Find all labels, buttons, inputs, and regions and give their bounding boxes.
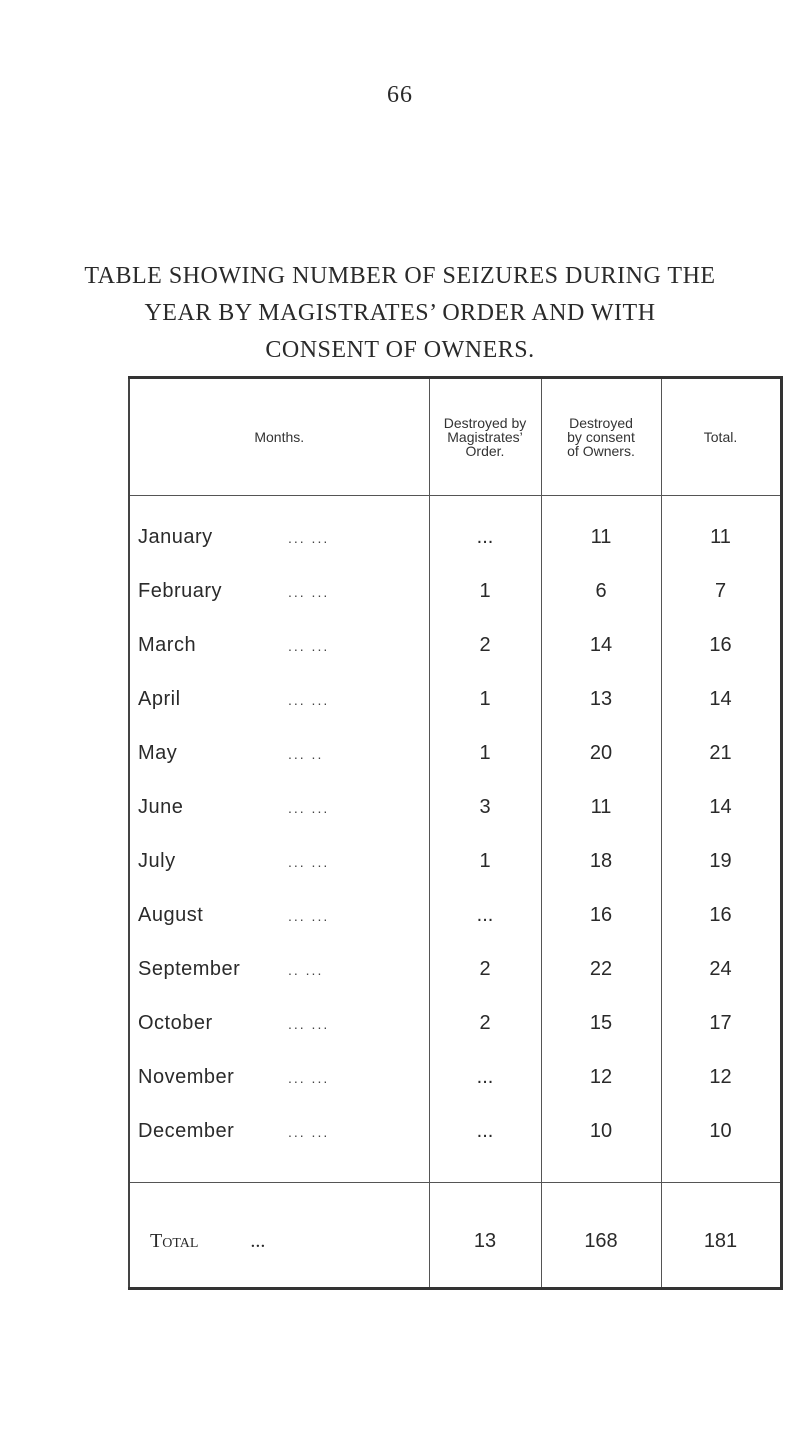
total-cell: 17 [661,996,781,1050]
spacer-cell [541,1158,661,1183]
seizures-table [128,376,783,1290]
page-number: 66 [387,82,413,108]
owners-cell: 20 [541,726,661,780]
leader-dots: ... ... [288,907,330,924]
magistrates-cell: 2 [429,942,541,996]
total-cell: 19 [661,834,781,888]
title-line-2: YEAR BY MAGISTRATES’ ORDER AND WITH [144,300,656,326]
table-row [129,618,781,672]
title-line-3: CONSENT OF OWNERS. [265,337,535,363]
leader-dots: ... ... [288,691,330,708]
magistrates-cell: ... [429,1104,541,1158]
month-cell [129,726,429,780]
month-cell [129,618,429,672]
month-cell [129,780,429,834]
leader-dots: ... ... [288,799,330,816]
table-title [60,258,740,369]
magistrates-cell: ... [429,888,541,942]
leader-dots: ... ... [288,1069,330,1086]
header-owners [541,378,661,496]
table-row [129,834,781,888]
header-row [129,378,781,496]
header-owners-line-3: of Owners. [567,443,635,459]
magistrates-cell: 1 [429,564,541,618]
month-cell [129,996,429,1050]
total-cell: 10 [661,1104,781,1158]
magistrates-cell: 3 [429,780,541,834]
magistrates-cell: 2 [429,996,541,1050]
seizures-table-container [128,376,780,1429]
owners-cell: 6 [541,564,661,618]
leader-dots: .. ... [288,961,324,978]
month-cell [129,834,429,888]
leader-dots: ... ... [288,1015,330,1032]
month-cell [129,942,429,996]
owners-cell: 12 [541,1050,661,1104]
owners-cell: 15 [541,996,661,1050]
month-label: July [138,849,176,872]
spacer-cell [429,1158,541,1183]
leader-dots: ... [250,1229,266,1252]
total-label-cell [129,1183,429,1289]
total-cell: 16 [661,618,781,672]
owners-cell: 18 [541,834,661,888]
magistrates-cell: 2 [429,618,541,672]
month-label: April [138,687,181,710]
total-magistrates-cell: 13 [429,1183,541,1289]
month-label: February [138,579,223,602]
month-label: May [138,741,178,764]
total-cell: 12 [661,1050,781,1104]
leader-dots: ... .. [288,745,324,762]
owners-cell: 11 [541,496,661,565]
magistrates-cell: 1 [429,726,541,780]
table-row [129,672,781,726]
month-label: September [138,957,241,980]
header-magistrates-line-2: Magistrates’ [447,429,523,445]
spacer-cell [661,1158,781,1183]
table-row [129,726,781,780]
table-row [129,564,781,618]
table-row [129,780,781,834]
spacer-cell [129,1158,429,1183]
month-cell [129,672,429,726]
table-row [129,496,781,565]
header-magistrates [429,378,541,496]
total-cell: 7 [661,564,781,618]
total-cell: 11 [661,496,781,565]
total-label: Total [150,1229,199,1252]
month-label: November [138,1065,235,1088]
header-owners-line-2: by consent [567,429,635,445]
leader-dots: ... ... [288,637,330,654]
header-magistrates-line-3: Order. [465,443,505,459]
leader-dots: ... ... [288,529,330,546]
month-label: March [138,633,197,656]
spacer-row [129,1158,781,1183]
total-cell: 21 [661,726,781,780]
month-label: August [138,903,204,926]
table-row [129,942,781,996]
owners-cell: 13 [541,672,661,726]
magistrates-cell: 1 [429,834,541,888]
header-total: Total. [661,378,781,496]
month-cell [129,1104,429,1158]
owners-cell: 22 [541,942,661,996]
owners-cell: 11 [541,780,661,834]
month-label: January [138,525,213,548]
owners-cell: 16 [541,888,661,942]
table-row [129,888,781,942]
leader-dots: ... ... [288,583,330,600]
leader-dots: ... ... [288,1123,330,1140]
table-row [129,1050,781,1104]
month-label: October [138,1011,213,1034]
total-owners-cell: 168 [541,1183,661,1289]
month-label: December [138,1119,235,1142]
grand-total-cell: 181 [661,1183,781,1289]
total-cell: 16 [661,888,781,942]
month-cell [129,1050,429,1104]
total-cell: 24 [661,942,781,996]
title-line-1: TABLE SHOWING NUMBER OF SEIZURES DURING THE [84,263,716,289]
magistrates-cell: ... [429,496,541,565]
table-row [129,996,781,1050]
month-cell [129,564,429,618]
month-cell [129,888,429,942]
total-cell: 14 [661,780,781,834]
header-magistrates-line-1: Destroyed by [443,415,527,431]
owners-cell: 10 [541,1104,661,1158]
month-cell [129,496,429,565]
month-label: June [138,795,184,818]
total-row [129,1183,781,1289]
owners-cell: 14 [541,618,661,672]
header-owners-line-1: Destroyed [569,415,633,431]
leader-dots: ... ... [288,853,330,870]
total-cell: 14 [661,672,781,726]
magistrates-cell: ... [429,1050,541,1104]
table-row [129,1104,781,1158]
header-months: Months. [129,378,429,496]
magistrates-cell: 1 [429,672,541,726]
